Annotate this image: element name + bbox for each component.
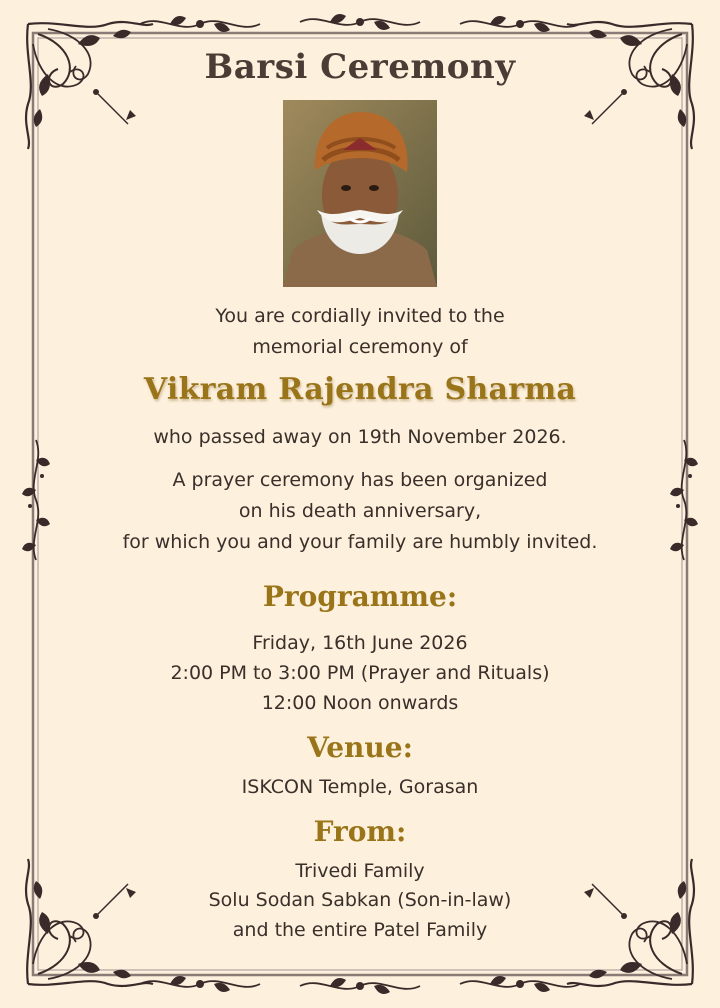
invitation-content — [60, 0, 660, 1008]
from-line-2: Solu Sodan Sabkan (Son-in-law) — [208, 889, 512, 911]
prayer-line-1: A prayer ceremony has been organized — [172, 469, 548, 491]
from-heading: From: — [313, 815, 407, 848]
intro-line-1: You are cordially invited to the — [215, 305, 505, 327]
prayer-line-2: on his death anniversary, — [238, 500, 482, 522]
intro-line-2: memorial ceremony of — [252, 336, 468, 358]
portrait-photo — [283, 100, 437, 287]
programme-heading: Programme: — [262, 580, 458, 613]
deceased-name: Vikram Rajendra Sharma — [143, 372, 577, 407]
programme-line-1: Friday, 16th June 2026 — [252, 632, 468, 654]
passed-away-line: who passed away on 19th November 2026. — [153, 426, 567, 448]
from-line-1: Trivedi Family — [295, 860, 425, 882]
programme-line-2: 2:00 PM to 3:00 PM (Prayer and Rituals) — [170, 662, 550, 684]
venue-line: ISKCON Temple, Gorasan — [241, 776, 479, 798]
programme-line-3: 12:00 Noon onwards — [261, 692, 459, 714]
from-line-3: and the entire Patel Family — [232, 919, 488, 941]
page-title: Barsi Ceremony — [204, 47, 516, 87]
venue-heading: Venue: — [307, 731, 413, 764]
prayer-line-3: for which you and your family are humbly invited. — [122, 531, 598, 553]
